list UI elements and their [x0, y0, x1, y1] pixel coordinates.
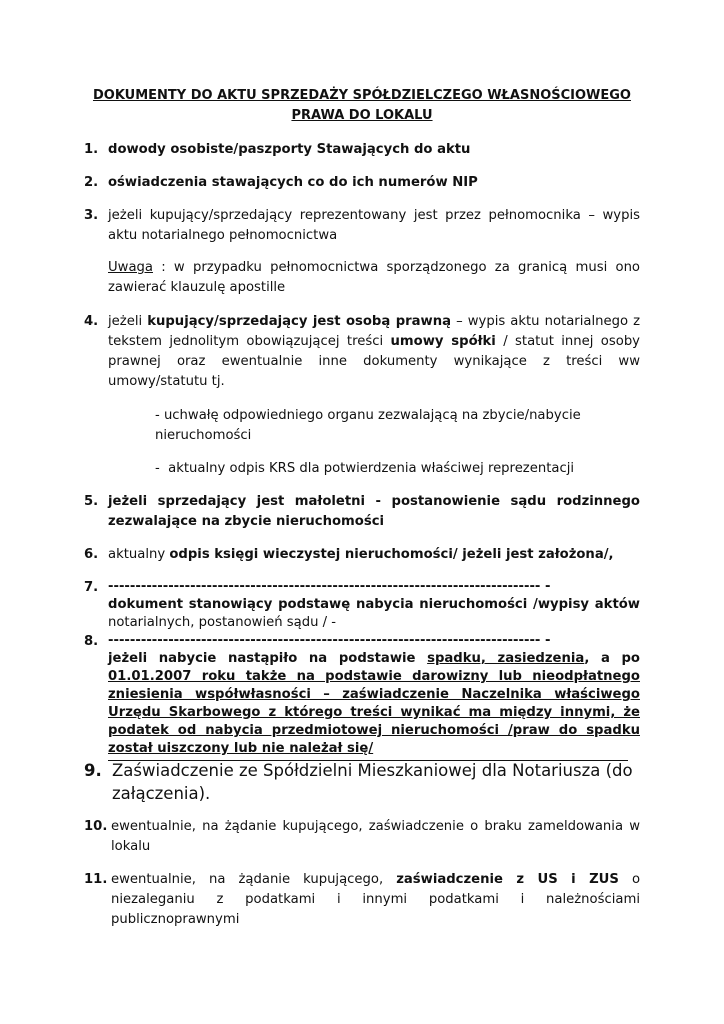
list-item-6: [84, 545, 640, 565]
subitem-text: aktualny odpis KRS dla potwierdzenia właściwej reprezentacji: [168, 461, 575, 476]
list-item-8: [84, 632, 640, 758]
item-number: 5.: [84, 494, 99, 509]
item-text-part: o niezaleganiu z podatkami i innymi podatkami i należnościami publicznoprawnymi: [111, 872, 641, 927]
item-text-part: – wypis aktu notarialnego z tekstem jednolitym obowiązującej treści: [108, 314, 640, 349]
dashes-line: ------------------------------------------------------------------------------- -: [108, 579, 551, 594]
list-item-4: [84, 312, 640, 392]
item-text: [108, 650, 640, 758]
item-text-underlined: 01.01.2007 roku także na podstawie darowizny lub nieodpłatnego zniesienia współwłasności – zaświadczenie Naczelnika właściwego Urzędu Skarbowego z którego treści wynikać ma między innymi, że podatek od nabycia przedmiotowej nieruchomości /praw do spadku został uiszczony lub nie należał się/: [108, 669, 640, 756]
list-item-5: [84, 492, 640, 532]
item-text-part: aktualny: [108, 547, 170, 562]
title-line-1: DOKUMENTY DO AKTU SPRZEDAŻY SPÓŁDZIELCZEGO WŁASNOŚCIOWEGO: [92, 88, 631, 103]
item-text: [108, 596, 640, 632]
subitem-dash: -: [155, 408, 164, 423]
item-text-bold: kupujący/sprzedający jest osobą prawną: [147, 314, 452, 329]
list-item-7: [84, 578, 640, 632]
note-paragraph: [108, 258, 640, 298]
list-item-1: [84, 140, 640, 160]
item-text: [108, 312, 640, 392]
item-text-bold: dokument stanowiący podstawę nabycia nieruchomości /wypisy aktów: [108, 597, 640, 612]
list-item-2: [84, 173, 640, 193]
item-text: Zaświadczenie ze Spółdzielni Mieszkaniowej dla Notariusza (do załączenia).: [112, 761, 633, 803]
item-text: jeżeli kupujący/sprzedający reprezentowany jest przez pełnomocnika – wypis aktu notarialnego pełnomocnictwa: [108, 208, 640, 243]
list-item-9: [84, 759, 644, 805]
item-number: 11.: [84, 872, 108, 887]
list-item-11: [84, 870, 640, 930]
item-number: 4.: [84, 314, 99, 329]
item-text: oświadczenia stawających co do ich numerów NIP: [108, 175, 478, 190]
item-text-part: notarialnych, postanowień sądu / -: [108, 615, 337, 630]
item-number: 9.: [84, 761, 102, 780]
item-text: [111, 870, 640, 930]
item-number: 6.: [84, 547, 99, 562]
item-text: jeżeli sprzedający jest małoletni - postanowienie sądu rodzinnego zezwalające na zbycie nieruchomości: [108, 494, 640, 529]
document-title: [60, 86, 664, 126]
item-text-part: jeżeli: [108, 314, 148, 329]
item-text-underlined: spadku, zasiedzenia: [427, 651, 585, 666]
subitem-dash: -: [155, 461, 160, 476]
note-text: : w przypadku pełnomocnictwa sporządzonego za granicą musi ono zawierać klauzulę apostille: [108, 260, 640, 295]
item-text-part: / statut innej osoby prawnej oraz ewentualnie inne dokumenty wynikające z treści ww umowy/statutu tj.: [108, 334, 640, 389]
item-text-part: ewentualnie, na żądanie kupującego,: [111, 872, 397, 887]
item-text: [108, 545, 640, 565]
item-number: 10.: [84, 819, 108, 834]
list-item-3: [84, 206, 640, 246]
title-line-2: PRAWA DO LOKALU: [291, 108, 433, 123]
list-item-10: [84, 817, 640, 857]
subitem-1: [155, 406, 640, 446]
subitem-2: [155, 459, 640, 479]
item-text: dowody osobiste/paszporty Stawających do aktu: [108, 142, 471, 157]
dashes-line: ------------------------------------------------------------------------------- -: [108, 633, 551, 648]
item-text-part: jeżeli nabycie nastąpiło na podstawie: [108, 651, 428, 666]
item-number: 3.: [84, 208, 99, 223]
subitem-text: uchwałę odpowiedniego organu zezwalającą na zbycie/nabycie nieruchomości: [155, 408, 581, 443]
item-text-bold: zaświadczenie z US i ZUS: [396, 872, 619, 887]
item-number: 7.: [84, 580, 99, 595]
note-label: Uwaga: [108, 260, 153, 275]
item-text-bold: odpis księgi wieczystej nieruchomości/ jeżeli jest założona/,: [169, 547, 614, 562]
item-text: ewentualnie, na żądanie kupującego, zaświadczenie o braku zameldowania w lokalu: [111, 819, 640, 854]
item-number: 8.: [84, 634, 99, 649]
item-number: 1.: [84, 142, 99, 157]
item-number: 2.: [84, 175, 99, 190]
item-text-bold: umowy spółki: [390, 334, 496, 349]
item-text-part: , a po: [584, 651, 640, 666]
